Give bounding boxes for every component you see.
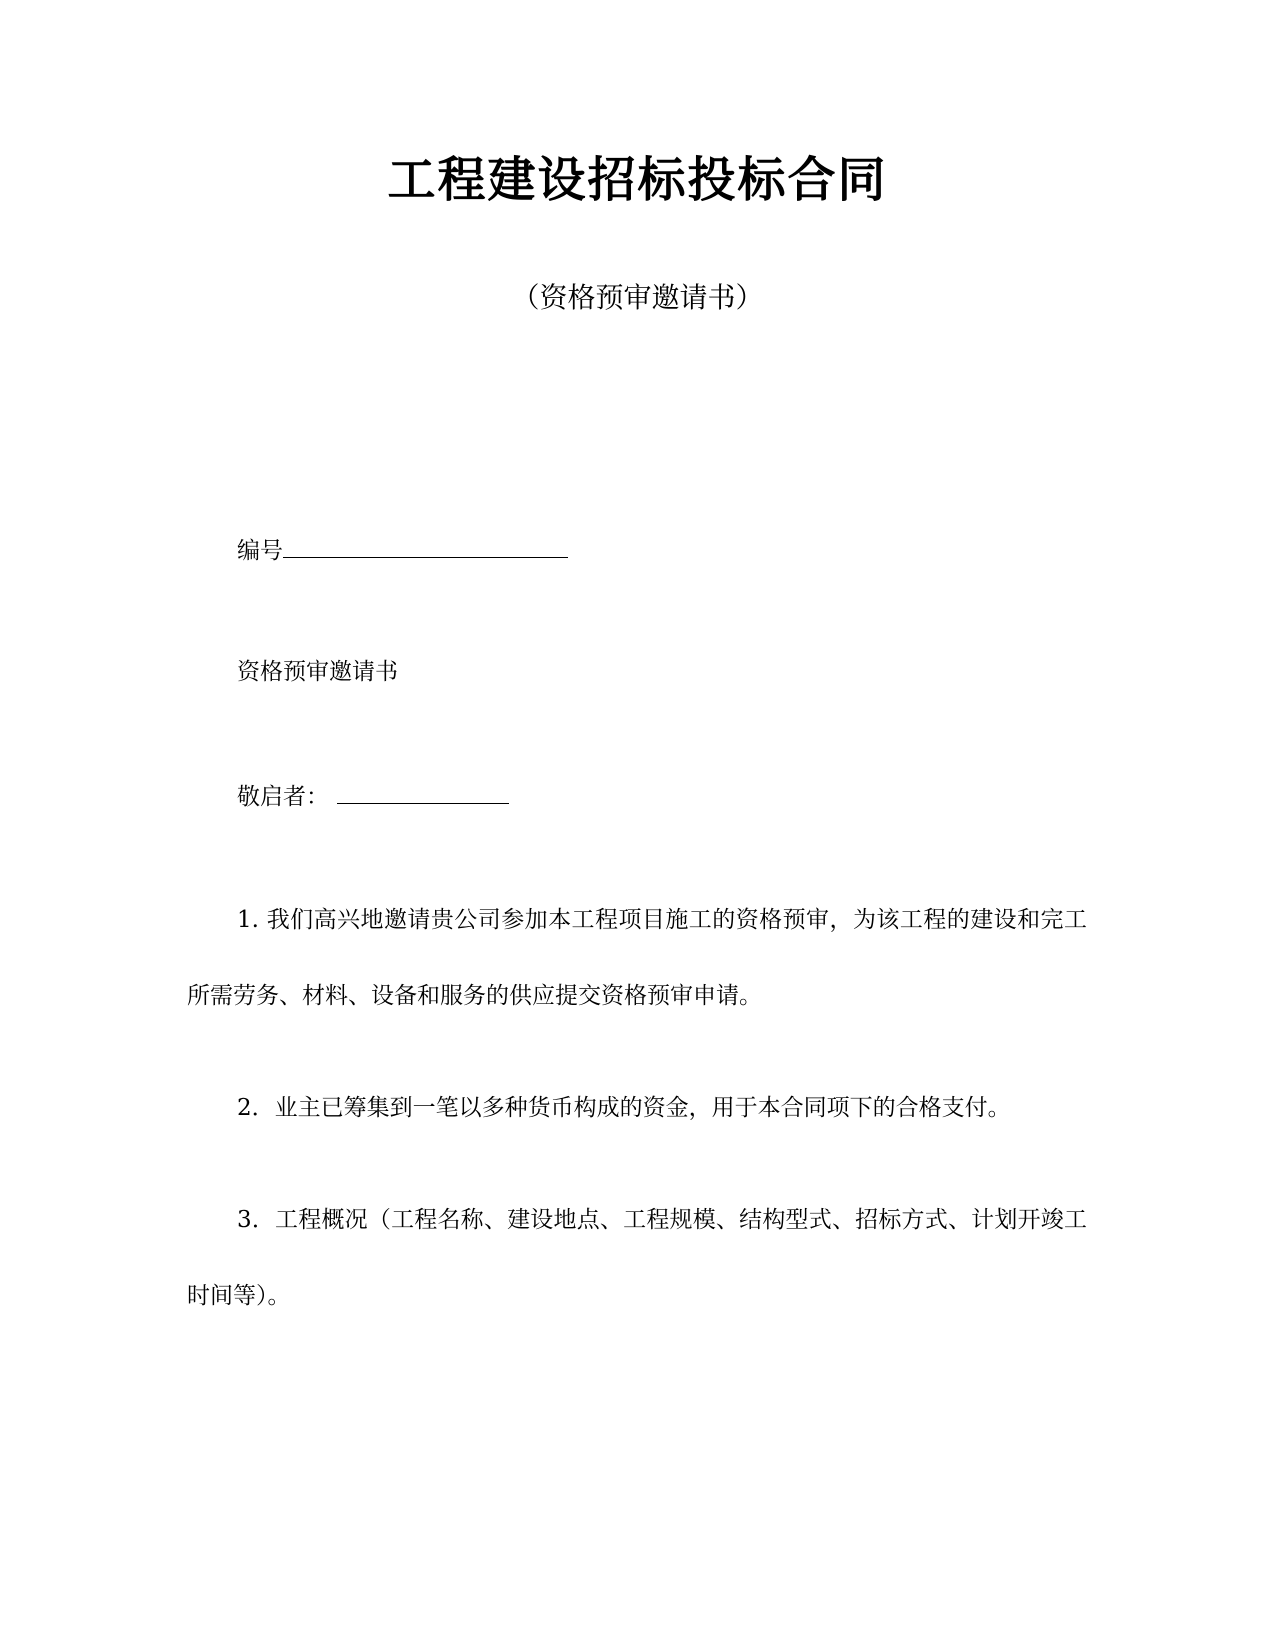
recipient-blank-field (337, 779, 509, 804)
section-heading: 资格预审邀请书 (237, 659, 398, 685)
paragraph-3: 3．工程概况（工程名称、建设地点、工程规模、结构型式、招标方式、计划开竣工时间等）。 (187, 1207, 1087, 1309)
paragraph-1: 1. 我们高兴地邀请贵公司参加本工程项目施工的资格预审，为该工程的建设和完工所需劳务、材料、设备和服务的供应提交资格预审申请。 (187, 907, 1087, 1009)
recipient-label: 敬启者： (237, 784, 329, 810)
recipient-line (237, 779, 1137, 813)
document-subtitle: （资格预审邀请书） (511, 281, 764, 314)
paragraph-2: 2．业主已筹集到一笔以多种货币构成的资金，用于本合同项下的合格支付。 (237, 1095, 1011, 1121)
code-label: 编号 (237, 538, 283, 564)
code-line (237, 533, 1137, 567)
code-blank-field (283, 533, 568, 558)
document-title: 工程建设招标投标合同 (387, 152, 888, 208)
